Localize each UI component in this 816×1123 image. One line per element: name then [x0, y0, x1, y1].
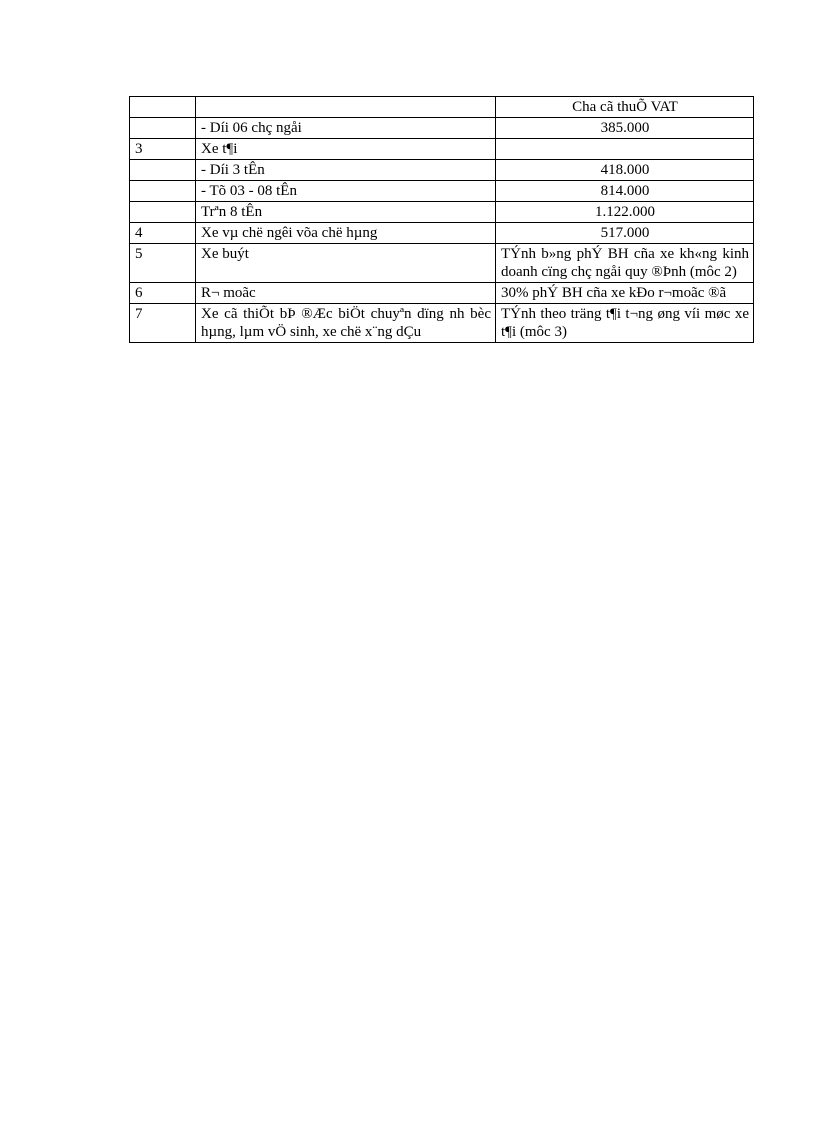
table-row	[130, 139, 754, 160]
insurance-fee-table	[129, 96, 754, 343]
row-no-cell	[130, 181, 196, 202]
header-fee-cell: Cha cã thuÕ VAT	[496, 97, 754, 118]
row-no-cell: 7	[130, 304, 196, 343]
row-type-cell: R¬ moãc	[196, 283, 496, 304]
row-fee-cell: TÝnh b»ng phÝ BH cña xe kh«ng kinh doanh cïng chç ngåi quy ®Þnh (môc 2)	[496, 244, 754, 283]
row-fee-cell: TÝnh theo träng t¶i t¬ng øng víi møc xe t¶i (môc 3)	[496, 304, 754, 343]
table-row	[130, 223, 754, 244]
row-no-cell: 4	[130, 223, 196, 244]
row-type-cell: - Díi 06 chç ngåi	[196, 118, 496, 139]
row-type-cell: Xe cã thiÕt bÞ ®Æc biÖt chuyªn dïng nh bèc hµng, lµm vÖ sinh, xe chë x¨ng dÇu	[196, 304, 496, 343]
table-row	[130, 304, 754, 343]
row-fee-cell: 814.000	[496, 181, 754, 202]
row-no-cell: 3	[130, 139, 196, 160]
header-no-cell	[130, 97, 196, 118]
row-fee-cell: 1.122.000	[496, 202, 754, 223]
row-type-cell: - Díi 3 tÊn	[196, 160, 496, 181]
row-no-cell	[130, 118, 196, 139]
row-type-cell: Trªn 8 tÊn	[196, 202, 496, 223]
row-fee-cell: 30% phÝ BH cña xe kÐo r¬moãc ®ã	[496, 283, 754, 304]
table-row	[130, 181, 754, 202]
row-no-cell: 6	[130, 283, 196, 304]
row-fee-cell: 418.000	[496, 160, 754, 181]
row-no-cell	[130, 160, 196, 181]
table-row	[130, 118, 754, 139]
table-row	[130, 160, 754, 181]
table-row	[130, 283, 754, 304]
row-type-cell: Xe buýt	[196, 244, 496, 283]
table-row	[130, 244, 754, 283]
table-header-row	[130, 97, 754, 118]
row-fee-cell	[496, 139, 754, 160]
row-type-cell: - Tõ 03 - 08 tÊn	[196, 181, 496, 202]
row-type-cell: Xe t¶i	[196, 139, 496, 160]
row-type-cell: Xe vµ chë ngêi võa chë hµng	[196, 223, 496, 244]
row-fee-cell: 385.000	[496, 118, 754, 139]
table-row	[130, 202, 754, 223]
row-no-cell	[130, 202, 196, 223]
header-type-cell	[196, 97, 496, 118]
row-fee-cell: 517.000	[496, 223, 754, 244]
row-no-cell: 5	[130, 244, 196, 283]
